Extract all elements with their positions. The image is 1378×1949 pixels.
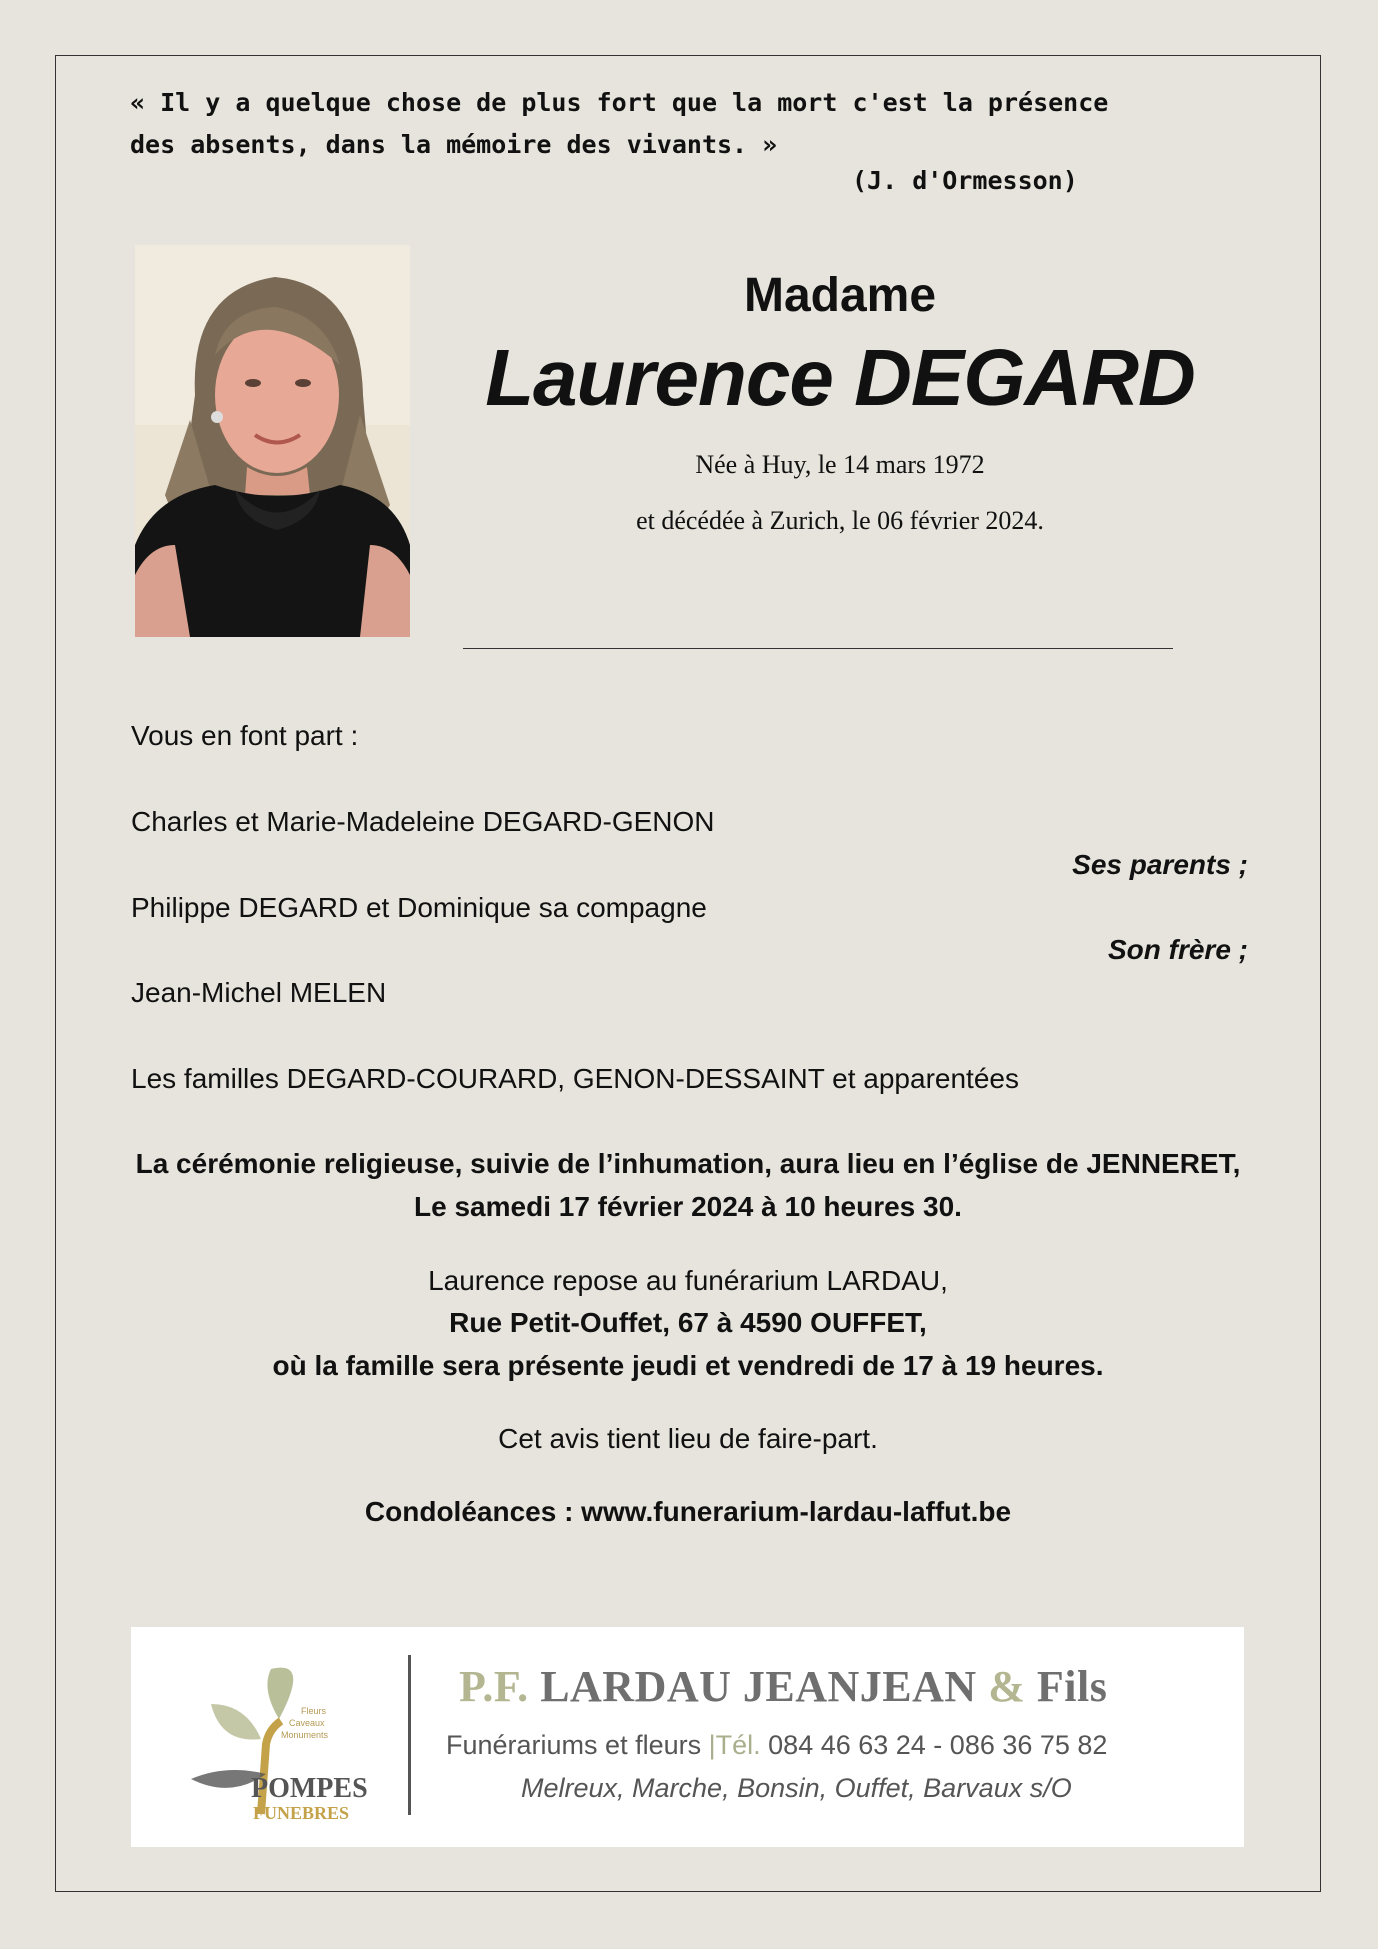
name-prefix: P.F.	[459, 1662, 529, 1711]
rest-line-2: Rue Petit-Ouffet, 67 à 4590 OUFFET,	[449, 1307, 927, 1338]
logo-small-text-2: Caveaux	[289, 1718, 325, 1728]
deceased-name: Laurence DEGARD	[485, 333, 1195, 422]
relation-parents: Ses parents ;	[1072, 849, 1248, 880]
locations-text: Melreux, Marche, Bonsin, Ouffet, Barvaux s/O	[521, 1773, 1072, 1803]
phone-numbers[interactable]: 084 46 63 24 - 086 36 75 82	[768, 1730, 1108, 1760]
quote-line-1: « Il y a quelque chose de plus fort que la mort c'est la présence	[130, 88, 1109, 117]
quote-author: (J. d'Ormesson)	[852, 166, 1078, 195]
contact-line	[446, 1730, 1107, 1761]
footer-divider	[408, 1655, 411, 1815]
notice-text: Cet avis tient lieu de faire-part.	[498, 1423, 878, 1454]
quote-line-2: des absents, dans la mémoire des vivants. »	[130, 130, 778, 159]
funeral-home-banner	[131, 1627, 1244, 1847]
separator: |	[708, 1730, 716, 1760]
logo-small-text-3: Monuments	[281, 1730, 329, 1740]
family-parents: Charles et Marie-Madeleine DEGARD-GENON	[131, 806, 715, 837]
ceremony-line-1: La cérémonie religieuse, suivie de l’inhumation, aura lieu en l’église de JENNERET,	[135, 1148, 1241, 1179]
name-ampersand: &	[988, 1662, 1026, 1711]
logo-word-pompes: POMPES	[251, 1773, 368, 1804]
quote	[130, 82, 1110, 166]
birth-info: Née à Huy, le 14 mars 1972	[695, 450, 985, 479]
family-partner: Jean-Michel MELEN	[131, 977, 387, 1008]
name-main: LARDAU JEANJEAN	[540, 1662, 977, 1711]
rest-line-1: Laurence repose au funérarium LARDAU,	[428, 1265, 948, 1296]
logo-word-funebres: FUNEBRES	[253, 1803, 350, 1823]
rest-line-3: où la famille sera présente jeudi et vendredi de 17 à 19 heures.	[272, 1350, 1104, 1381]
family-relatives: Les familles DEGARD-COURARD, GENON-DESSAINT et apparentées	[131, 1063, 1019, 1094]
divider-line	[463, 648, 1173, 649]
pompes-funebres-logo	[171, 1649, 401, 1829]
honorific-title: Madame	[743, 269, 937, 322]
family-brother: Philippe DEGARD et Dominique sa compagne	[131, 892, 707, 923]
death-info: et décédée à Zurich, le 06 février 2024.	[636, 506, 1044, 535]
services-text: Funérariums et fleurs	[446, 1730, 702, 1760]
funeral-home-name	[459, 1661, 1107, 1712]
logo-small-text-1: Fleurs	[301, 1706, 327, 1716]
condolences-link[interactable]: Condoléances : www.funerarium-lardau-laffut.be	[364, 1496, 1012, 1527]
ceremony-line-2: Le samedi 17 février 2024 à 10 heures 30.	[414, 1191, 962, 1222]
relation-brother: Son frère ;	[1107, 934, 1248, 965]
tel-label: Tél.	[715, 1730, 761, 1760]
portrait-photo	[135, 245, 410, 637]
portrait-illustration	[135, 245, 410, 637]
announcement-intro: Vous en font part :	[131, 720, 359, 751]
name-suffix: Fils	[1036, 1662, 1108, 1711]
